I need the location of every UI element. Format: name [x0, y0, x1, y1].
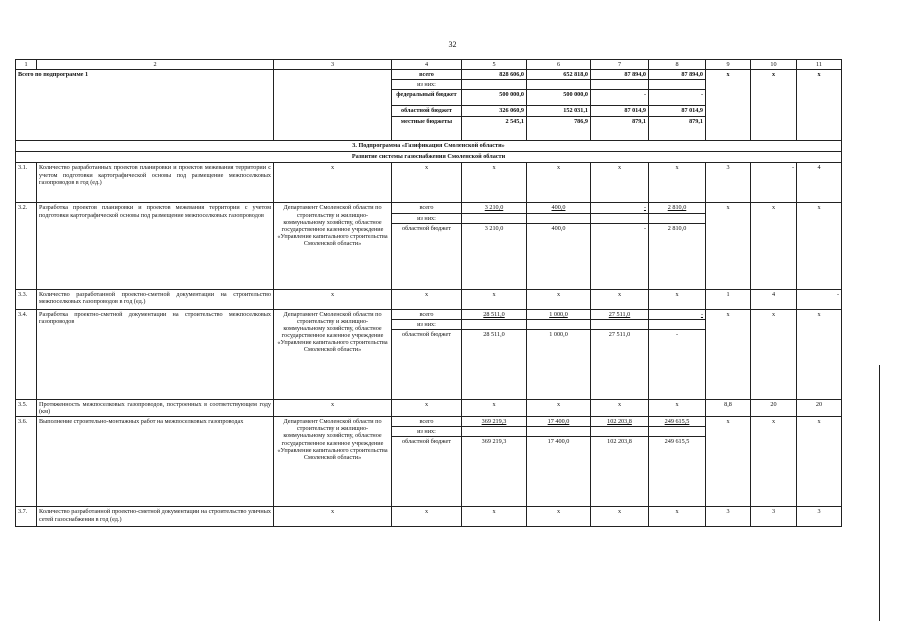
- row-number: 3.7.: [16, 507, 37, 527]
- value-cell: х: [527, 507, 591, 527]
- funding-label: областной бюджет: [392, 437, 462, 507]
- value-cell: 8,8: [706, 399, 751, 416]
- executor: Департамент Смоленской области по строительству и жилищно-коммунальному хозяйству, областное государственное казенное учреждение «Управление капитального строительства Смоленской области»: [274, 203, 392, 289]
- header-cell: 10: [751, 60, 797, 70]
- section-title: 3. Подпрограмма «Газификация Смоленской области»: [16, 141, 842, 152]
- value-cell: 400,0: [527, 223, 591, 289]
- value-cell: [591, 427, 649, 437]
- value-cell: 27 511,0: [591, 329, 649, 399]
- value-cell: [462, 427, 527, 437]
- column-number-row: [16, 60, 842, 70]
- value-cell: 249 615,5: [649, 437, 706, 507]
- value-cell: 3: [706, 163, 751, 203]
- value-cell: х: [392, 399, 462, 416]
- value-cell: [462, 213, 527, 223]
- page-number: 32: [448, 40, 457, 49]
- funding-label: областной бюджет: [392, 223, 462, 289]
- funding-label: местные бюджеты: [392, 117, 462, 141]
- funding-label: всего: [392, 309, 462, 319]
- header-cell: 7: [591, 60, 649, 70]
- value-cell: -: [649, 329, 706, 399]
- value-cell: 28 511,0: [462, 309, 527, 319]
- value-cell: х: [527, 163, 591, 203]
- summary-executor-cell: [274, 70, 392, 141]
- value-cell: 27 511,0: [591, 309, 649, 319]
- value-cell: 1 000,0: [527, 329, 591, 399]
- value-cell: 17 400,0: [527, 437, 591, 507]
- value-cell: х: [706, 203, 751, 289]
- value-cell: х: [706, 70, 751, 141]
- value-cell: -: [797, 289, 842, 309]
- header-cell: 5: [462, 60, 527, 70]
- header-cell: 8: [649, 60, 706, 70]
- value-cell: 500 000,0: [462, 90, 527, 106]
- value-cell: х: [527, 399, 591, 416]
- value-cell: х: [751, 309, 797, 399]
- value-cell: 879,1: [649, 117, 706, 141]
- subsection-title: Развитие системы газоснабжения Смоленской области: [16, 152, 842, 163]
- margin-line: [879, 365, 880, 621]
- row-number: 3.5.: [16, 399, 37, 416]
- value-cell: х: [274, 289, 392, 309]
- value-cell: 3 210,0: [462, 203, 527, 213]
- funding-label: областной бюджет: [392, 106, 462, 117]
- value-cell: -: [649, 90, 706, 106]
- value-cell: 87 014,9: [649, 106, 706, 117]
- value-cell: х: [751, 70, 797, 141]
- value-cell: -: [591, 90, 649, 106]
- value-cell: 1: [706, 289, 751, 309]
- row-number: 3.4.: [16, 309, 37, 399]
- value-cell: 2 810,0: [649, 223, 706, 289]
- value-cell: 326 060,9: [462, 106, 527, 117]
- value-cell: -: [591, 223, 649, 289]
- value-cell: 500 000,0: [527, 90, 591, 106]
- value-cell: х: [392, 163, 462, 203]
- value-cell: [591, 213, 649, 223]
- funding-label: из них:: [392, 213, 462, 223]
- value-cell: 2 810,0: [649, 203, 706, 213]
- value-cell: х: [797, 309, 842, 399]
- activity-row: [16, 309, 842, 319]
- value-cell: [462, 80, 527, 90]
- value-cell: х: [649, 399, 706, 416]
- value-cell: -: [649, 309, 706, 319]
- subsection-row: [16, 152, 842, 163]
- activity-name: Разработка проектно-сметной документации на строительство межпоселковых газопроводов: [37, 309, 274, 399]
- funding-label: федеральный бюджет: [392, 90, 462, 106]
- value-cell: х: [591, 163, 649, 203]
- value-cell: х: [274, 507, 392, 527]
- value-cell: х: [797, 203, 842, 289]
- value-cell: 400,0: [527, 203, 591, 213]
- value-cell: 87 894,0: [591, 70, 649, 80]
- value-cell: 369 219,3: [462, 417, 527, 427]
- funding-label: из них:: [392, 80, 462, 90]
- value-cell: х: [706, 309, 751, 399]
- value-cell: х: [797, 417, 842, 507]
- value-cell: х: [649, 163, 706, 203]
- funding-label: из них:: [392, 319, 462, 329]
- value-cell: 20: [797, 399, 842, 416]
- row-number: 3.3.: [16, 289, 37, 309]
- value-cell: х: [392, 289, 462, 309]
- value-cell: 2 545,1: [462, 117, 527, 141]
- value-cell: 152 031,1: [527, 106, 591, 117]
- value-cell: 3: [751, 507, 797, 527]
- value-cell: [591, 80, 649, 90]
- value-cell: х: [649, 507, 706, 527]
- indicator-row: [16, 399, 842, 416]
- value-cell: 17 400,0: [527, 417, 591, 427]
- value-cell: 102 203,8: [591, 417, 649, 427]
- indicator-name: Количество разработанной проектно-сметной документации на строительство межпоселковых газопроводов в год (ед.): [37, 289, 274, 309]
- value-cell: 879,1: [591, 117, 649, 141]
- value-cell: 828 606,0: [462, 70, 527, 80]
- header-cell: 3: [274, 60, 392, 70]
- summary-row: [16, 70, 842, 80]
- header-cell: 2: [37, 60, 274, 70]
- value-cell: 4: [751, 289, 797, 309]
- value-cell: [649, 319, 706, 329]
- header-cell: 11: [797, 60, 842, 70]
- indicator-name: Количество разработанной проектно-сметной документации на строительство уличных сетей газоснабжения в год (ед.): [37, 507, 274, 527]
- value-cell: [649, 213, 706, 223]
- value-cell: [527, 319, 591, 329]
- indicator-name: Протяженность межпоселковых газопроводов, построенных в соответствующем году (км): [37, 399, 274, 416]
- value-cell: 1 000,0: [527, 309, 591, 319]
- funding-label: всего: [392, 203, 462, 213]
- activity-row: [16, 417, 842, 427]
- value-cell: -: [751, 163, 797, 203]
- funding-label: всего: [392, 70, 462, 80]
- value-cell: х: [591, 289, 649, 309]
- executor: Департамент Смоленской области по строительству и жилищно-коммунальному хозяйству, областное государственное казенное учреждение «Управление капитального строительства Смоленской области»: [274, 309, 392, 399]
- value-cell: [649, 427, 706, 437]
- value-cell: 28 511,0: [462, 329, 527, 399]
- value-cell: 87 894,0: [649, 70, 706, 80]
- value-cell: [527, 427, 591, 437]
- header-cell: 1: [16, 60, 37, 70]
- indicator-name: Количество разработанных проектов планировки и проектов межевания территории с учетом подготовки картографической основы под размещение межпоселковых газопроводов в год (ед.): [37, 163, 274, 203]
- value-cell: х: [751, 203, 797, 289]
- value-cell: х: [462, 507, 527, 527]
- value-cell: х: [706, 417, 751, 507]
- value-cell: х: [462, 163, 527, 203]
- value-cell: [527, 80, 591, 90]
- indicator-row: [16, 163, 842, 203]
- indicator-row: [16, 289, 842, 309]
- value-cell: 4: [797, 163, 842, 203]
- value-cell: 369 219,3: [462, 437, 527, 507]
- executor: Департамент Смоленской области по строительству и жилищно-коммунальному хозяйству, областное государственное казенное учреждение «Управление капитального строительства Смоленской области»: [274, 417, 392, 507]
- value-cell: х: [797, 70, 842, 141]
- header-cell: 6: [527, 60, 591, 70]
- header-cell: 9: [706, 60, 751, 70]
- value-cell: х: [751, 417, 797, 507]
- value-cell: 20: [751, 399, 797, 416]
- summary-title: Всего по подпрограмме 1: [16, 70, 274, 141]
- value-cell: х: [591, 399, 649, 416]
- value-cell: 3: [797, 507, 842, 527]
- activity-name: Разработка проектов планировки и проектов межевания территории с учетом подготовки картографической основы под размещение межпоселковых газопроводов: [37, 203, 274, 289]
- funding-label: из них:: [392, 427, 462, 437]
- activity-row: [16, 203, 842, 213]
- value-cell: 102 203,8: [591, 437, 649, 507]
- activity-name: Выполнение строительно-монтажных работ на межпоселковых газопроводах: [37, 417, 274, 507]
- value-cell: -: [591, 203, 649, 213]
- funding-label: всего: [392, 417, 462, 427]
- value-cell: 87 014,9: [591, 106, 649, 117]
- indicator-row: [16, 507, 842, 527]
- value-cell: [649, 80, 706, 90]
- value-cell: х: [392, 507, 462, 527]
- row-number: 3.6.: [16, 417, 37, 507]
- header-cell: 4: [392, 60, 462, 70]
- value-cell: х: [591, 507, 649, 527]
- value-cell: х: [274, 163, 392, 203]
- value-cell: 786,9: [527, 117, 591, 141]
- program-table: [15, 59, 842, 527]
- funding-label: областной бюджет: [392, 329, 462, 399]
- value-cell: х: [462, 399, 527, 416]
- value-cell: х: [274, 399, 392, 416]
- value-cell: 3: [706, 507, 751, 527]
- row-number: 3.2.: [16, 203, 37, 289]
- value-cell: х: [462, 289, 527, 309]
- row-number: 3.1.: [16, 163, 37, 203]
- value-cell: х: [527, 289, 591, 309]
- section-row: [16, 141, 842, 152]
- value-cell: х: [649, 289, 706, 309]
- value-cell: [462, 319, 527, 329]
- value-cell: 652 818,0: [527, 70, 591, 80]
- value-cell: [527, 213, 591, 223]
- value-cell: 3 210,0: [462, 223, 527, 289]
- value-cell: 249 615,5: [649, 417, 706, 427]
- value-cell: [591, 319, 649, 329]
